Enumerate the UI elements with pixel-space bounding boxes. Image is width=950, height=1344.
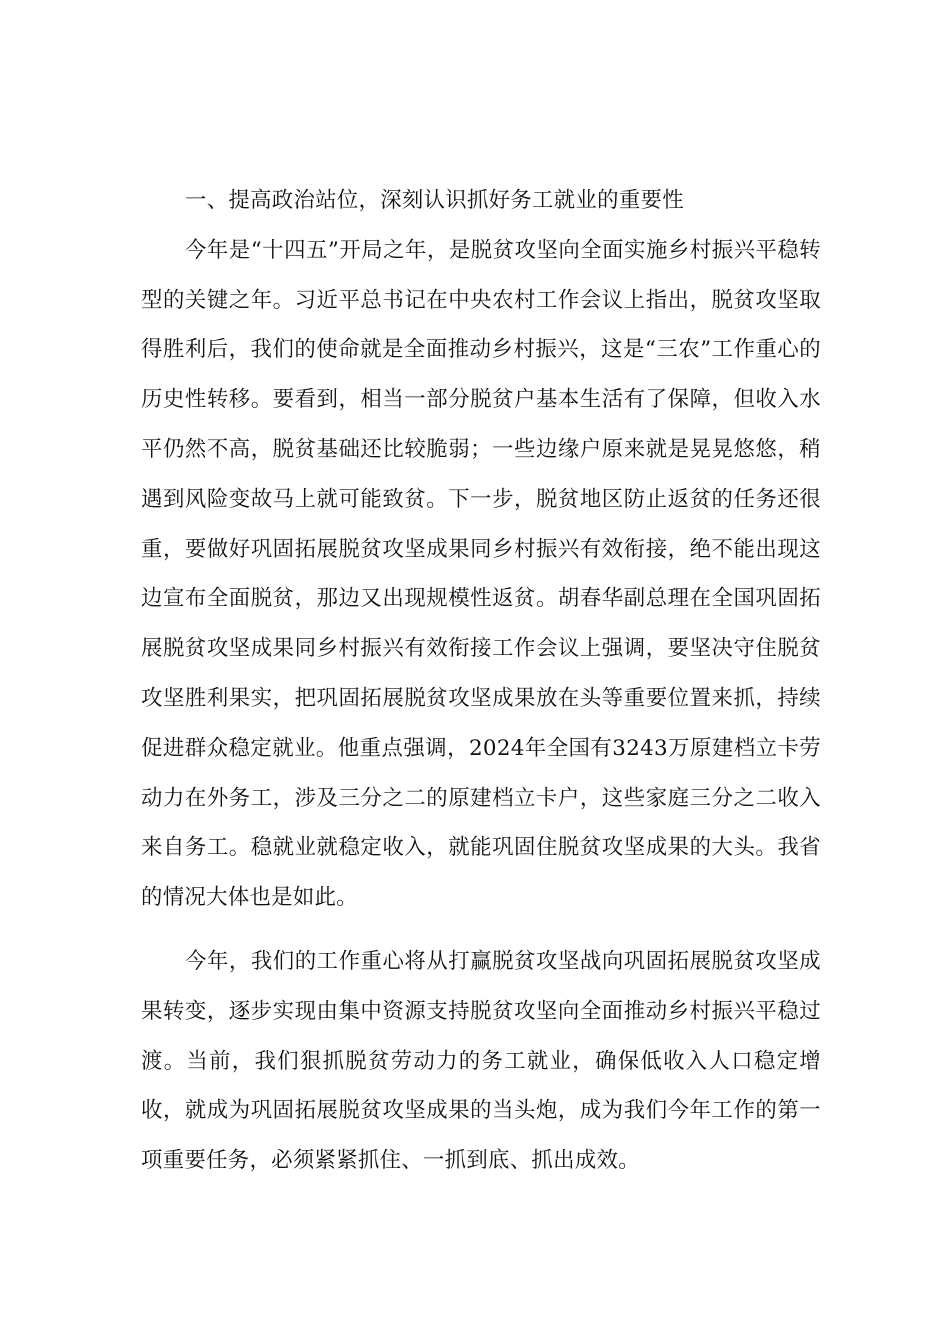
paragraph-2: 今年，我们的工作重心将从打赢脱贫攻坚战向巩固拓展脱贫攻坚成果转变，逐步实现由集中资源支持脱贫攻坚向全面推动乡村振兴平稳过渡。当前，我们狠抓脱贫劳动力的务工就业，确保低收入人口稳定增收，就成为巩固拓展脱贫攻坚成果的当头炮，成为我们今年工作的第一项重要任务，必须紧紧抓住、一抓到底、抓出成效。 (141, 948, 821, 1174)
section-heading: 一、提高政治站位，深刻认识抓好务工就业的重要性 (185, 188, 684, 213)
paragraph-1: 今年是“十四五”开局之年，是脱贫攻坚向全面实施乡村振兴平稳转型的关键之年。习近平总书记在中央农村工作会议上指出，脱贫攻坚取得胜利后，我们的使命就是全面推动乡村振兴，这是“三农”工作重心的历史性转移。要看到，相当一部分脱贫户基本生活有了保障，但收入水平仍然不高，脱贫基础还比较脆弱；一些边缘户原来就是晃晃悠悠，稍遇到风险变故马上就可能致贫。下一步，脱贫地区防止返贫的任务还很重，要做好巩固拓展脱贫攻坚成果同乡村振兴有效衔接，绝不能出现这边宣布全面脱贫，那边又出现规模性返贫。胡春华副总理在全国巩固拓展脱贫攻坚成果同乡村振兴有效衔接工作会议上强调，要坚决守住脱贫攻坚胜利果实，把巩固拓展脱贫攻坚成果放在头等重要位置来抓，持续促进群众稳定就业。他重点强调，2024年全国有3243万原建档立卡劳动力在外务工，涉及三分之二的原建档立卡户，这些家庭三分之二收入来自务工。稳就业就稳定收入，就能巩固住脱贫攻坚成果的大头。我省的情况大体也是如此。 (141, 237, 821, 911)
document-body (141, 176, 821, 1186)
